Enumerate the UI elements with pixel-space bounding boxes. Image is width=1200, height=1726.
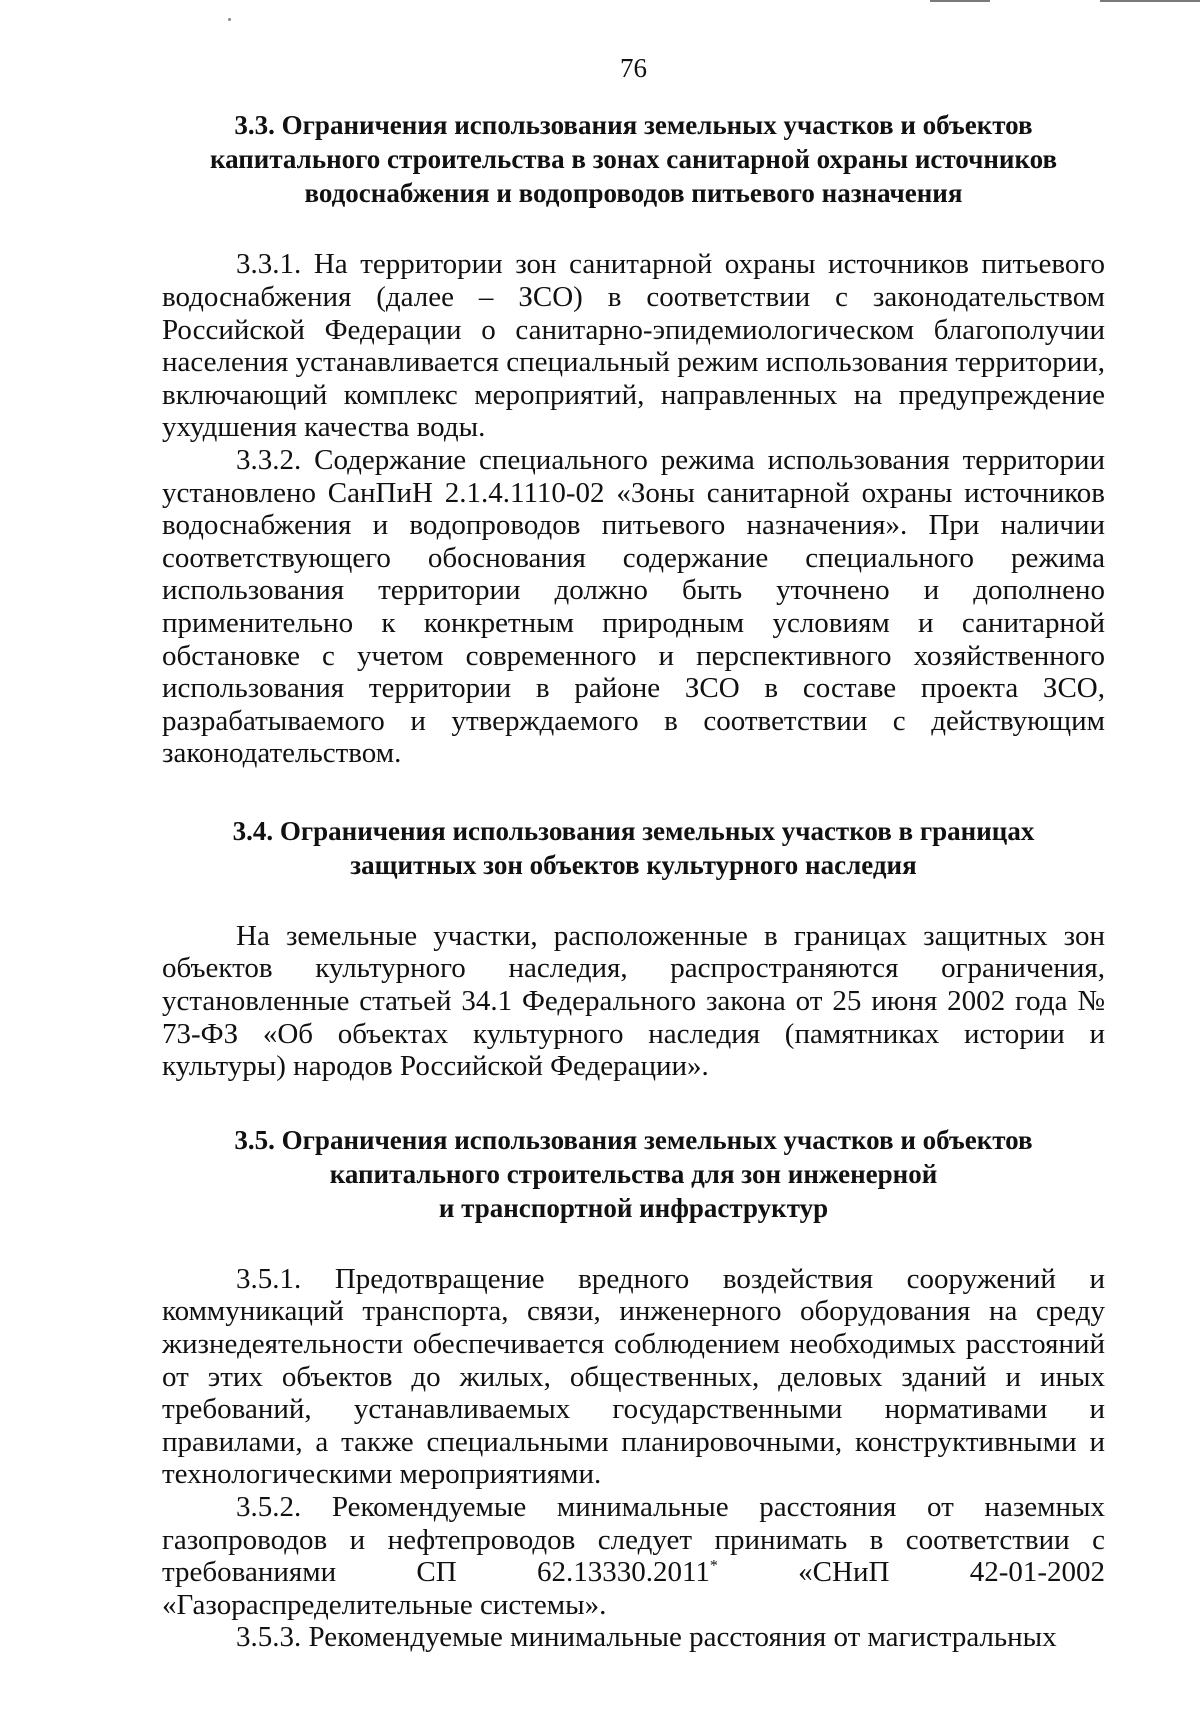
heading-line: 3.3. Ограничения использования земельных участков и объектов [234,110,1033,141]
section-heading-3-5 [162,1123,1105,1225]
paragraph-3-5-1: 3.5.1. Предотвращение вредного воздействия сооружений и коммуникаций транспорта, связи, инженерного оборудования на среду жизнедеятельности обеспечивается соблюдением необходимых расстояний от этих объектов до жилых, общественных, деловых зданий и иных требований, устанавливаемых государственными нормативами и правилами, а также специальными планировочными, конструктивными и технологическими мероприятиями. [162,1262,1105,1491]
paragraph-3-3-1: 3.3.1. На территории зон санитарной охраны источников питьевого водоснабжения (далее – ЗСО) в соответствии с законодательством Российской Федерации о санитарно-эпидемиологическом благополучии населения устанавливается специальный режим использования территории, включающий комплекс мероприятий, направленных на предупреждение ухудшения качества воды. [162,248,1105,444]
scan-edge-mark [1100,0,1200,2]
footnote-mark: * [709,1557,718,1575]
paragraph-3-3-2: 3.3.2. Содержание специального режима использования территории установлено СанПиН 2.1.4.1110-02 «Зоны санитарной охраны источников водоснабжения и водопроводов питьевого назначения». При наличии соответствующего обоснования содержание специального режима использования территории должно быть уточнено и дополнено применительно к конкретным природным условиям и санитарной обстановке с учетом современного и перспективного хозяйственного использования территории в районе ЗСО в составе проекта ЗСО, разрабатываемого и утверждаемого в соответствии с действующим законодательством. [162,443,1105,770]
heading-line: защитных зон объектов культурного наследия [350,849,917,880]
scan-dust [228,18,231,21]
heading-line: капитального строительства в зонах санитарной охраны источников [209,144,1058,175]
document-page [162,52,1105,1654]
heading-line: 3.5. Ограничения использования земельных участков и объектов [234,1124,1033,1155]
section-heading-3-3 [162,108,1105,210]
heading-line: капитального строительства для зон инженерной [329,1158,938,1189]
paragraph-3-5-3: 3.5.3. Рекомендуемые минимальные расстояния от магистральных [236,1621,1057,1654]
paragraph-3-4: На земельные участки, расположенные в границах защитных зон объектов культурного наследия, распространяются ограничения, установленные статьей 34.1 Федерального закона от 25 июня 2002 года № 73-ФЗ «Об объектах культурного наследия (памятниках истории и культуры) народов Российской Федерации». [162,919,1105,1083]
paragraph-text: 3.5.2. Рекомендуемые минимальные расстояния от наземных газопроводов и нефтепроводов следует принимать в соответствии с требованиями СП 62.13330.2011 [162,1491,1105,1589]
paragraph-3-5-2 [162,1491,1105,1621]
heading-line: и транспортной инфраструктур [438,1192,829,1223]
heading-line: водоснабжения и водопроводов питьевого назначения [304,178,963,209]
heading-line: 3.4. Ограничения использования земельных участков в границах [232,815,1035,846]
scan-edge-mark [930,0,990,2]
section-heading-3-4 [162,814,1105,882]
page-number: 76 [620,53,647,83]
paragraph-text: «СНиП 42-01-2002 «Газораспределительные системы». [162,1556,1106,1621]
